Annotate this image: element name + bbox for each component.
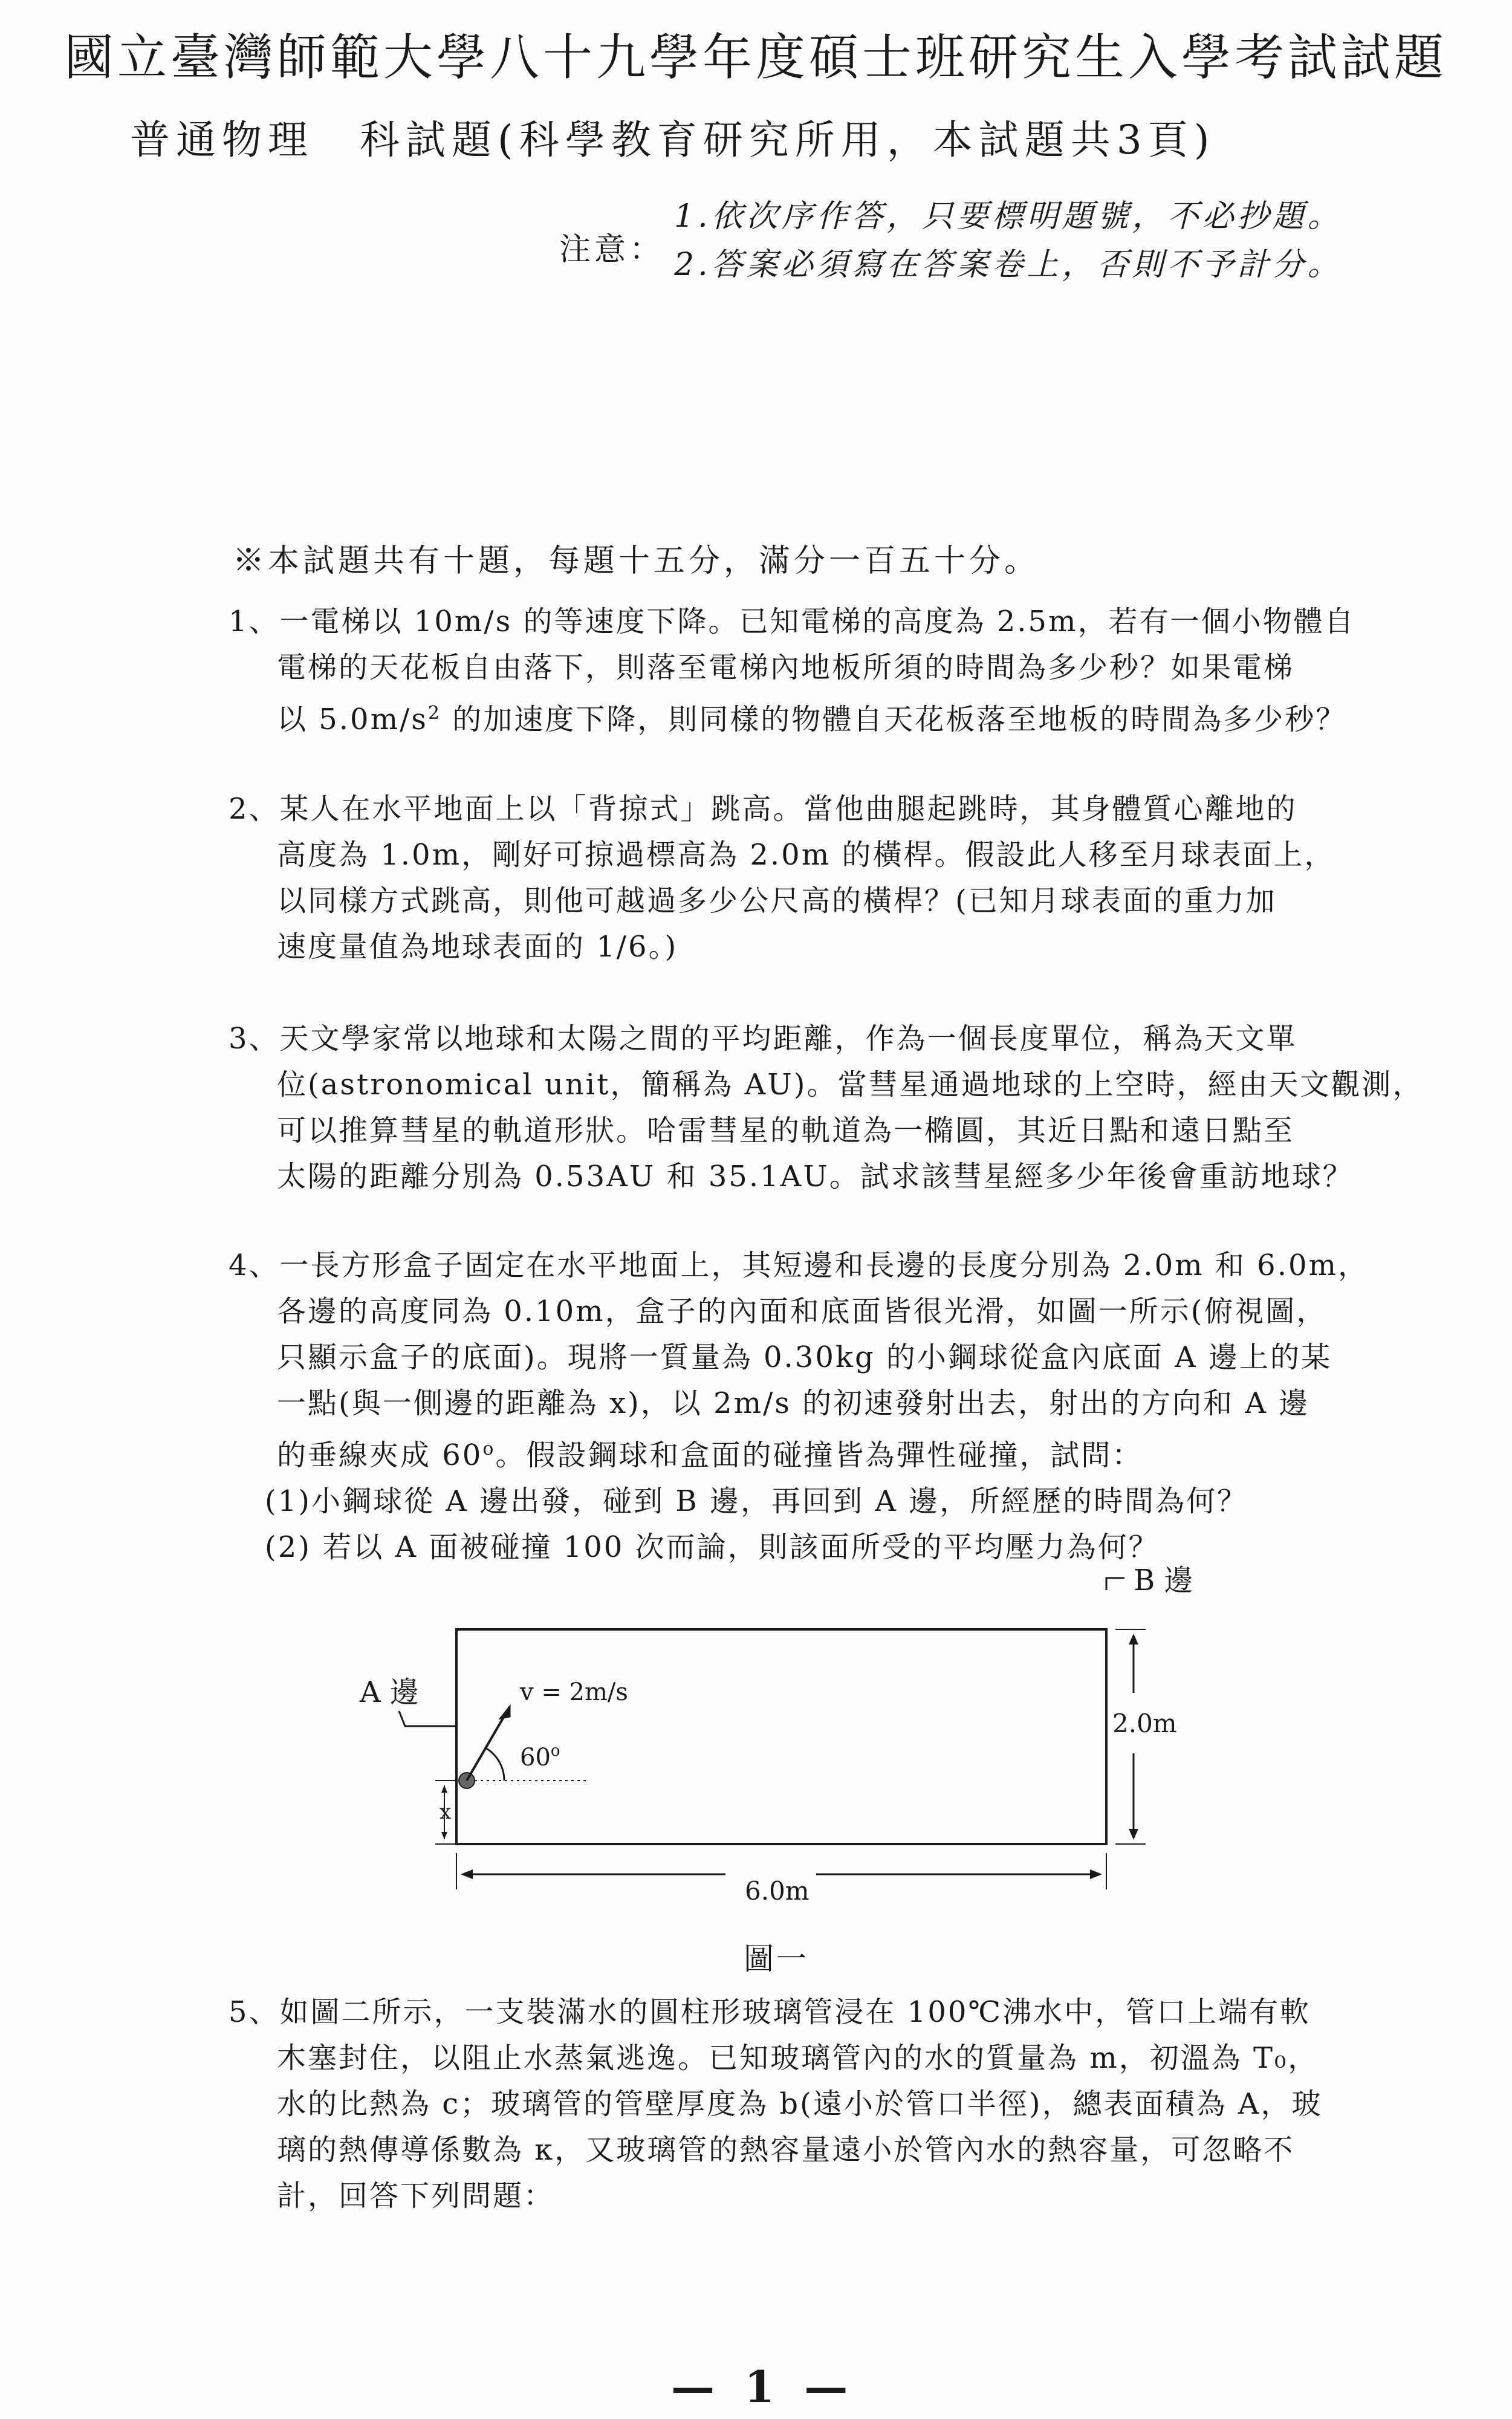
question-5-line-5: 計，回答下列問題： [277, 2179, 555, 2213]
label-b-side: B 邊 [1134, 1563, 1193, 1597]
question-4-part-2: (2) 若以 A 面被碰撞 100 次而論，則該面所受的平均壓力為何？ [265, 1530, 1160, 1564]
question-2-line-4: 速度量值為地球表面的 1/6。) [277, 930, 678, 964]
question-1-line-3: 以 $5.0m/s^2$ 的加速度下降，則同樣的物體自天花板落至地板的時間為多少秒？ [277, 703, 1347, 736]
angle-arc [485, 1748, 504, 1781]
question-5-line-2: 木塞封住，以阻止水蒸氣逃逸。已知玻璃管內的水的質量為 m，初溫為 T₀， [277, 2041, 1319, 2075]
notes-label: 注意： [559, 232, 665, 268]
question-5-line-3: 水的比熱為 c；玻璃管的管壁厚度為 b(遠小於管口半徑)，總表面積為 A，玻 [277, 2087, 1323, 2121]
question-2-line-1: 2、某人在水平地面上以「背掠式」跳高。當他曲腿起跳時，其身體質心離地的 [229, 792, 1297, 826]
page-number: — 1 — [671, 2361, 855, 2412]
note-item-1: 1.依次序作答，只要標明題號，不必抄題。 [674, 198, 1343, 235]
label-a-side: A 邊 [360, 1675, 419, 1709]
question-3-line-3: 可以推算彗星的軌道形狀。哈雷彗星的軌道為一橢圓，其近日點和遠日點至 [277, 1114, 1295, 1148]
velocity-label: v = 2m/s [520, 1678, 628, 1706]
figure-1-caption: 圖一 [744, 1941, 809, 1976]
box-rectangle [456, 1629, 1106, 1844]
exam-subtitle: 普通物理 科試題(科學教育研究所用，本試題共3頁) [130, 117, 1216, 163]
b-side-leader [1106, 1578, 1124, 1590]
question-3 [229, 1016, 1424, 1200]
x-dim-label: x [440, 1800, 452, 1824]
question-4-line-2: 各邊的高度同為 0.10m，盒子的內面和底面皆很光滑，如圖一所示(俯視圖， [277, 1294, 1328, 1328]
question-2-line-2: 高度為 1.0m，剛好可掠過標高為 2.0m 的橫桿。假設此人移至月球表面上， [277, 838, 1335, 872]
question-3-line-1: 3、天文學家常以地球和太陽之間的平均距離，作為一個長度單位，稱為天文單 [229, 1022, 1297, 1056]
angle-label: 60$^o$ [520, 1742, 560, 1771]
question-1-line-1: 1、一電梯以 10m/s 的等速度下降。已知電梯的高度為 2.5m，若有一個小物體自 [229, 605, 1355, 638]
question-4 [229, 1242, 1369, 1570]
question-5-line-1: 5、如圖二所示，一支裝滿水的圓柱形玻璃管浸在 100℃沸水中，管口上端有軟 [229, 1995, 1311, 2029]
question-4-line-5: 的垂線夾成 60$^o$。假設鋼球和盒面的碰撞皆為彈性碰撞，試問： [277, 1438, 1143, 1472]
figure-1-box-diagram [339, 1560, 1233, 1947]
question-2-line-3: 以同樣方式跳高，則他可越過多少公尺高的橫桿？(已知月球表面的重力加 [277, 884, 1277, 918]
velocity-arrowhead [501, 1707, 510, 1718]
question-1 [229, 599, 1355, 742]
a-side-leader [399, 1711, 456, 1726]
question-4-part-1: (1)小鋼球從 A 邊出發，碰到 B 邊，再回到 A 邊，所經歷的時間為何？ [265, 1484, 1248, 1518]
question-4-line-3: 只顯示盒子的底面)。現將一質量為 0.30kg 的小鋼球從盒內底面 A 邊上的某 [277, 1340, 1332, 1374]
question-2 [229, 786, 1335, 970]
question-1-line-2: 電梯的天花板自由落下，則落至電梯內地板所須的時間為多少秒？如果電梯 [277, 651, 1295, 684]
height-label: 2.0m [1112, 1709, 1177, 1738]
note-item-2: 2.答案必須寫在答案卷上，否則不予計分。 [674, 247, 1343, 283]
question-3-line-4: 太陽的距離分別為 0.53AU 和 35.1AU。試求該彗星經多少年後會重訪地球？ [277, 1160, 1354, 1193]
question-5 [229, 1989, 1323, 2219]
width-label: 6.0m [745, 1876, 810, 1906]
question-3-line-2: 位(astronomical unit，簡稱為 AU)。當彗星通過地球的上空時，經由天文觀測， [277, 1068, 1424, 1102]
question-4-line-4: 一點(與一側邊的距離為 x)，以 2m/s 的初速發射出去，射出的方向和 A 邊 [277, 1386, 1310, 1420]
question-5-line-4: 璃的熱傳導係數為 κ，又玻璃管的熱容量遠小於管內水的熱容量，可忽略不 [277, 2133, 1295, 2167]
question-4-line-1: 4、一長方形盒子固定在水平地面上，其短邊和長邊的長度分別為 2.0m 和 6.0m， [229, 1248, 1369, 1282]
exam-instructions: ※本試題共有十題，每題十五分，滿分一百五十分。 [233, 543, 1040, 579]
exam-title: 國立臺灣師範大學八十九學年度碩士班研究生入學考試試題 [63, 29, 1447, 86]
